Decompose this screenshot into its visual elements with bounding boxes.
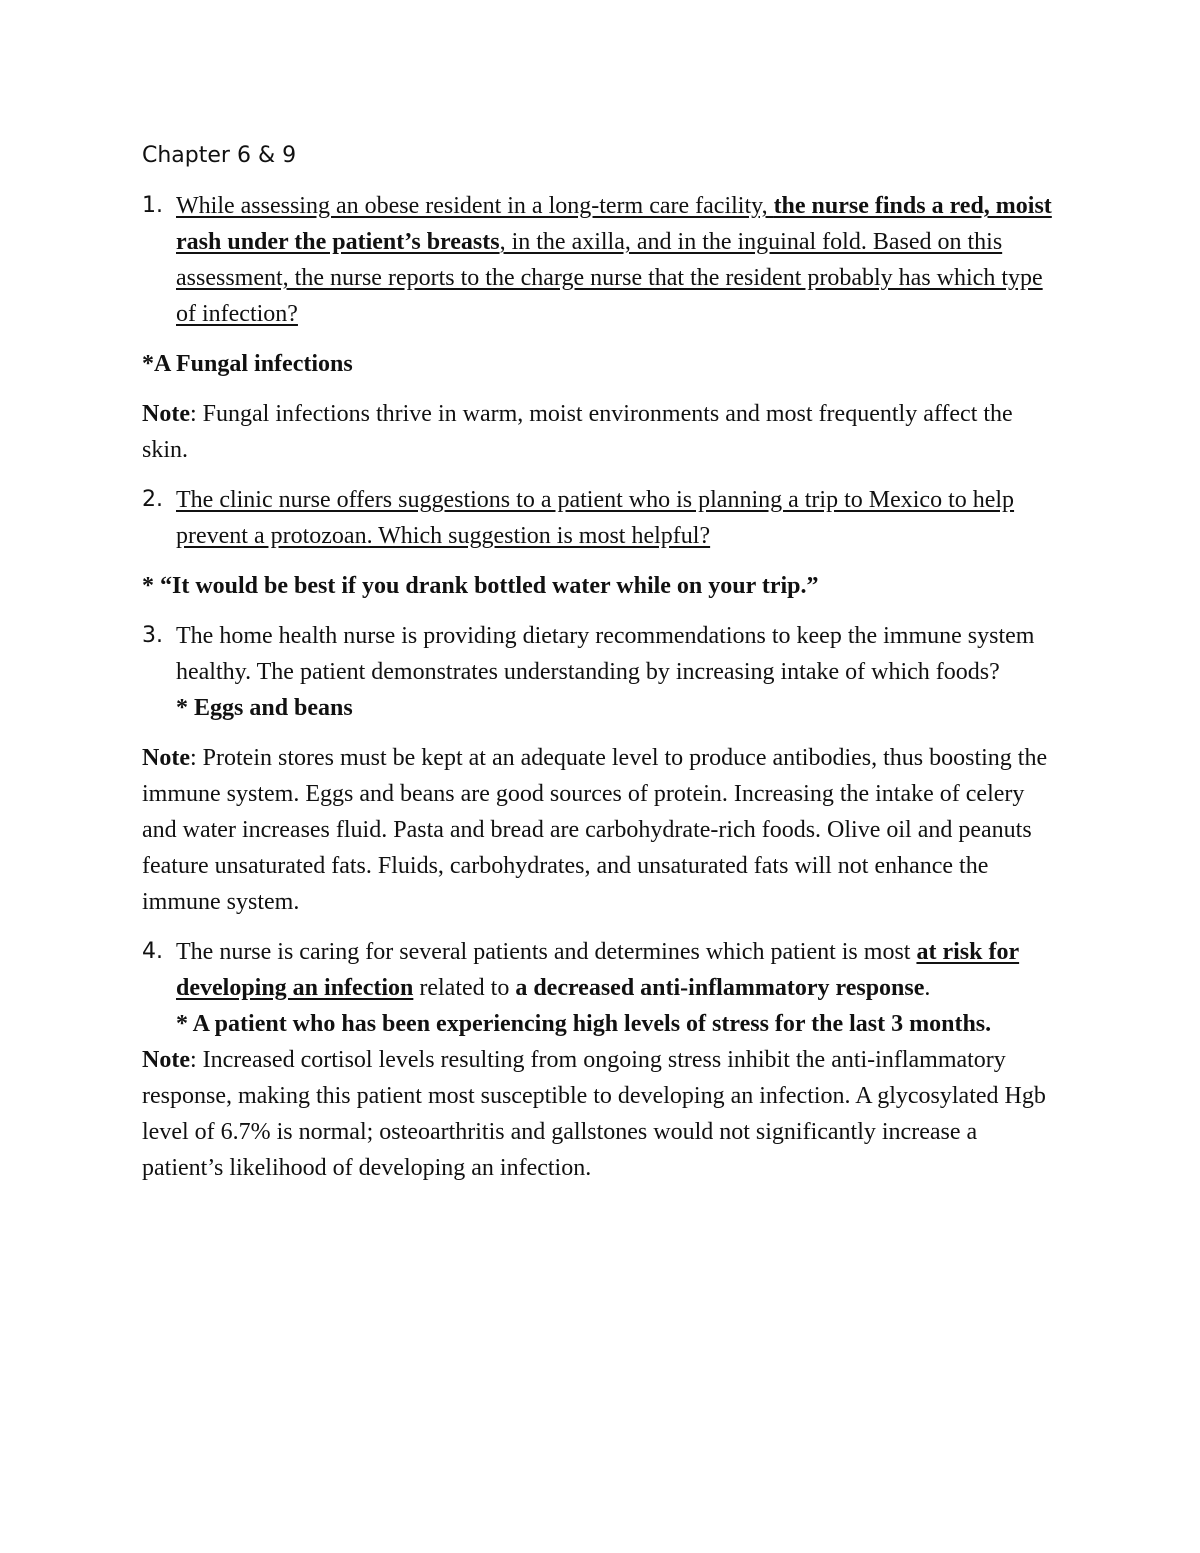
note-3 [142,740,1062,920]
answer-3: * Eggs and beans [176,695,353,721]
question-3-number: 3. [142,623,163,648]
question-3-text: The home health nurse is providing dietary recommendations to keep the immune system healthy. The patient demonstrates understanding by increasing intake of which foods? [176,623,1035,685]
question-2-number: 2. [142,487,163,512]
question-4-text-part5: . [924,975,931,1001]
question-3 [142,618,1062,690]
document-body [142,138,1062,1200]
question-4-text [176,934,1062,1006]
note-3-text: : Protein stores must be kept at an adequate level to produce antibodies, thus boosting the immune system. Eggs and beans are good sources of protein. Increasing the intake of celery and water increases fluid. Pasta and bread are carbohydrate-rich foods. Olive oil and peanuts feature unsaturated fats. Fluids, carbohydrates, and unsaturated fats will not enhance the immune system. [142,745,1048,915]
question-4-number: 4. [142,939,163,964]
note-1-label: Note [142,401,190,427]
question-4-text-part1: The nurse is caring for several patients and determines which patient is most [176,939,917,965]
question-1 [142,188,1062,332]
question-1-text-part1: While assessing an obese resident in a long-term care facility, [176,193,774,219]
question-4 [142,934,1062,1006]
answer-2: * “It would be best if you drank bottled water while on your trip.” [142,573,819,599]
question-1-text-emphasis: the nurse finds a red, moist rash under the patient’s breasts [176,193,1052,255]
note-1 [142,396,1062,468]
question-4-text-emphasis-response: a decreased anti-inflammatory response [515,975,925,1001]
question-4-text-part3: related to [413,975,516,1001]
question-1-text-part3: , in the axilla, and in the inguinal fold. Based on this assessment, the nurse reports to the charge nurse that the resident probably has which type of infection? [176,229,1043,327]
answer-4: * A patient who has been experiencing high levels of stress for the last 3 months. [176,1011,992,1037]
question-4-text-emphasis-risk: at risk for developing an infection [176,939,1020,1001]
chapter-title: Chapter 6 & 9 [142,143,297,168]
note-4-text: : Increased cortisol levels resulting from ongoing stress inhibit the anti-inflammatory response, making this patient most susceptible to developing an infection. A glycosylated Hgb level of 6.7% is normal; osteoarthritis and gallstones would not significantly increase a patient’s likelihood of developing an infection. [142,1047,1046,1181]
answer-1: *A Fungal infections [142,351,353,377]
note-1-text: : Fungal infections thrive in warm, moist environments and most frequently affect the skin. [142,401,1013,463]
note-3-label: Note [142,745,190,771]
note-4 [142,1042,1062,1186]
question-2-text: The clinic nurse offers suggestions to a patient who is planning a trip to Mexico to help prevent a protozoan. Which suggestion is most helpful? [176,487,1015,549]
question-2 [142,482,1062,554]
question-1-number: 1. [142,193,163,218]
note-4-label: Note [142,1047,190,1073]
question-1-text [176,188,1062,332]
